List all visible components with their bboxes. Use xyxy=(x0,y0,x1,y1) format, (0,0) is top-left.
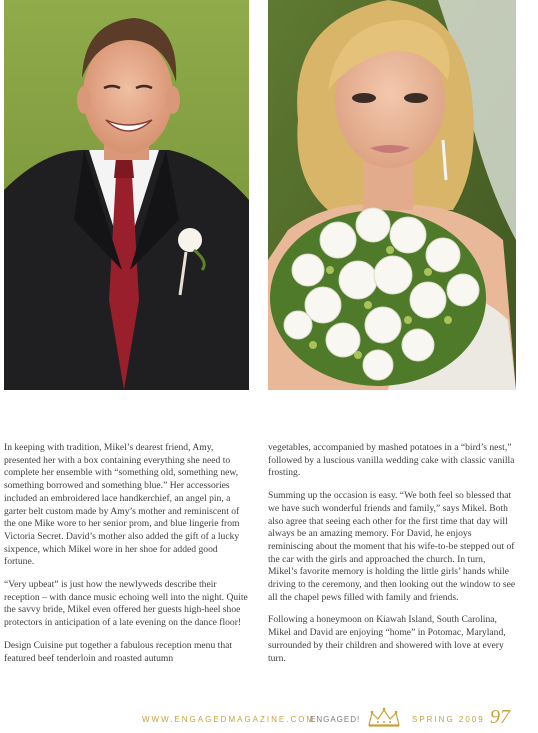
groom-illustration xyxy=(4,0,249,390)
crown-logo-icon xyxy=(366,707,402,729)
website-link[interactable]: WWW.ENGAGEDMAGAZINE.COM xyxy=(142,715,316,724)
article-column-right xyxy=(268,442,516,675)
bride-photo xyxy=(268,0,516,390)
bride-illustration xyxy=(268,0,516,390)
paragraph: Summing up the occasion is easy. “We both feel so blessed that we have such wonderful friends and family,” says Mikel. Both also agree that seeing each other for the first time that day will always be an amazing memory. For David, he enjoys reminiscing about the moment that his wife-to-be stepped out of the car with the girls and approached the church. In turn, Mikel’s favorite memory is holding the little girls’ hands while driving to the ceremony, and then looking out the window to see all the chapel pews filled with family and friends. xyxy=(268,490,516,603)
page-number: 97 xyxy=(490,706,510,728)
paragraph: vegetables, accompanied by mashed potatoes in a “bird’s nest,” followed by a luscious vanilla wedding cake with classic vanilla frosting. xyxy=(268,442,515,479)
paragraph: In keeping with tradition, Mikel’s dearest friend, Amy, presented her with a box containing everything she need to complete her ensemble with “something old, something new, something borrowed and something blue.” Her accessories included an embroidered lace handkerchief, an angel pin, a garter belt custom made by Amy’s mother and reminiscent of the one Mike wore to her senior prom, and blue lingerie from Victoria Secret. David’s mother also added the gift of a lucky sixpence, which Mikel wore in her shoe for added good fortune. xyxy=(4,442,240,568)
issue-season: SPRING 2009 xyxy=(412,715,485,724)
article-column-left xyxy=(4,442,250,675)
paragraph: Following a honeymoon on Kiawah Island, South Carolina, Mikel and David are enjoying “home” in Potomac, Maryland, surrounded by their children and showered with love at every turn. xyxy=(268,614,506,664)
paragraph: Design Cuisine put together a fabulous reception menu that featured beef tenderloin and roasted autumn xyxy=(4,639,233,664)
groom-photo xyxy=(4,0,249,390)
paragraph: “Very upbeat” is just how the newlyweds describe their reception – with dance music echoing well into the night. Quite the savvy bride, Mikel even offered her guests high-heel shoe protectors in anticipation of a late evening on the dance floor! xyxy=(4,579,248,629)
page-footer xyxy=(0,704,538,732)
magazine-brand: ENGAGED! xyxy=(310,715,361,724)
